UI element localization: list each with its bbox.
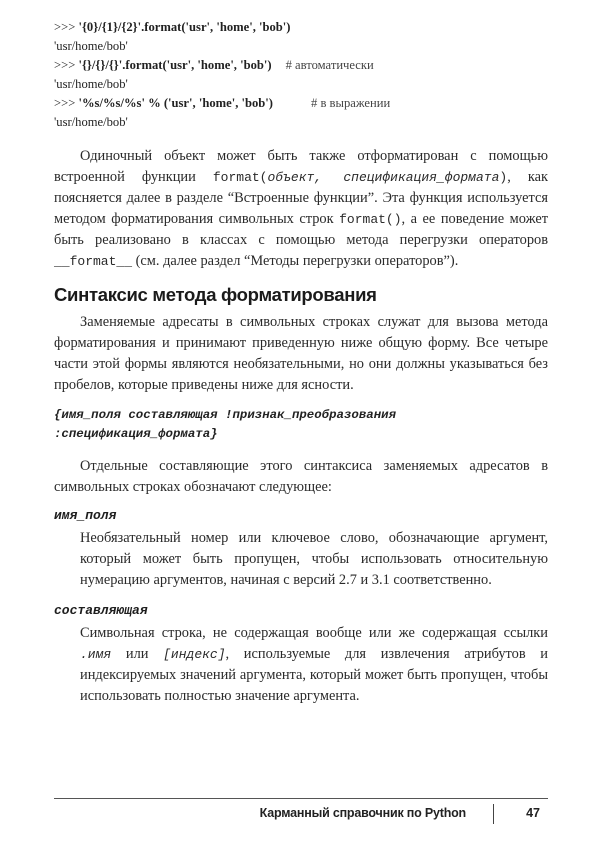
syntax-line: :спецификация_формата} (54, 427, 218, 441)
text: , а ее поведение может быть реализовано в классах с помощью метода перегрузки операторов (54, 211, 548, 248)
inline-code: .имя (80, 647, 112, 662)
running-title: Карманный справочник по Python (259, 806, 466, 820)
code-statement: '{0}/{1}/{2}'.format('usr', 'home', 'bob') (78, 20, 291, 34)
repl-prompt: >>> (54, 96, 79, 110)
syntax-intro-paragraph: Заменяемые адресаты в символьных строках служат для вызова метода форматирования и принимают приведенную ниже общую форму. Все четыре части этой формы являются необязательными, но они должны указываться без пробелов, которые приведены ниже для ясности. (54, 314, 548, 393)
code-line (54, 94, 548, 113)
code-output: 'usr/home/bob' (54, 77, 128, 91)
code-output: 'usr/home/bob' (54, 39, 128, 53)
inline-code: format( (212, 170, 268, 185)
repl-prompt: >>> (54, 58, 79, 72)
footer-rule (54, 798, 548, 799)
code-output: 'usr/home/bob' (54, 115, 128, 129)
text: , как поясняется далее в разделе “Встроенные функции”. Эта функция используется методом форматирования символьных строк (54, 169, 548, 227)
text: или (111, 646, 164, 662)
inline-code-args: объект, спецификация_формата (267, 170, 500, 185)
code-comment: # автоматически (285, 58, 374, 72)
syntax-line: {имя_поля составляющая !признак_преобразования (54, 408, 397, 422)
text: , используемые для извлечения атрибутов и индексируемых значений аргумента, который может быть пропущен, чтобы использовать полностью значение аргумента. (80, 646, 549, 704)
code-line (54, 56, 548, 75)
page-number: 47 (526, 806, 540, 820)
intro-paragraph (54, 146, 548, 272)
syntax-block (54, 406, 548, 444)
inline-code: format() (339, 212, 402, 227)
term-component: составляющая (54, 603, 148, 618)
code-comment: # в выражении (311, 96, 391, 110)
components-intro-paragraph: Отдельные составляющие этого синтаксиса заменяемых адресатов в символьных строках обозначают следующее: (54, 458, 548, 495)
definition-field-name: Необязательный номер или ключевое слово, обозначающие аргумент, который может быть пропущен, чтобы использовать относительную нумерацию аргументов, начиная с версий 2.7 и 3.1 соответственно. (80, 530, 548, 588)
text: Символьная строка, не содержащая вообще или же содержащая ссылки (80, 625, 548, 641)
inline-code: [индекс] (163, 647, 226, 662)
inline-code: __format__ (54, 254, 133, 269)
text: Одиночный объект может быть также отформатирован с помощью встроенной функции (54, 148, 548, 185)
footer-separator (493, 804, 494, 824)
inline-code: ) (499, 170, 508, 185)
code-statement: '{}/{}/{}'.format('usr', 'home', 'bob') (78, 58, 272, 72)
term-field-name: имя_поля (54, 508, 117, 523)
page-content (54, 18, 548, 707)
code-block (54, 18, 548, 132)
page-footer (54, 806, 548, 826)
text: (см. далее раздел “Методы перегрузки операторов”). (132, 253, 459, 269)
definition-component (80, 623, 548, 707)
repl-prompt: >>> (54, 20, 79, 34)
section-heading: Синтаксис метода форматирования (54, 284, 377, 305)
code-statement: '%s/%s/%s' % ('usr', 'home', 'bob') (78, 96, 273, 110)
code-line (54, 18, 548, 37)
